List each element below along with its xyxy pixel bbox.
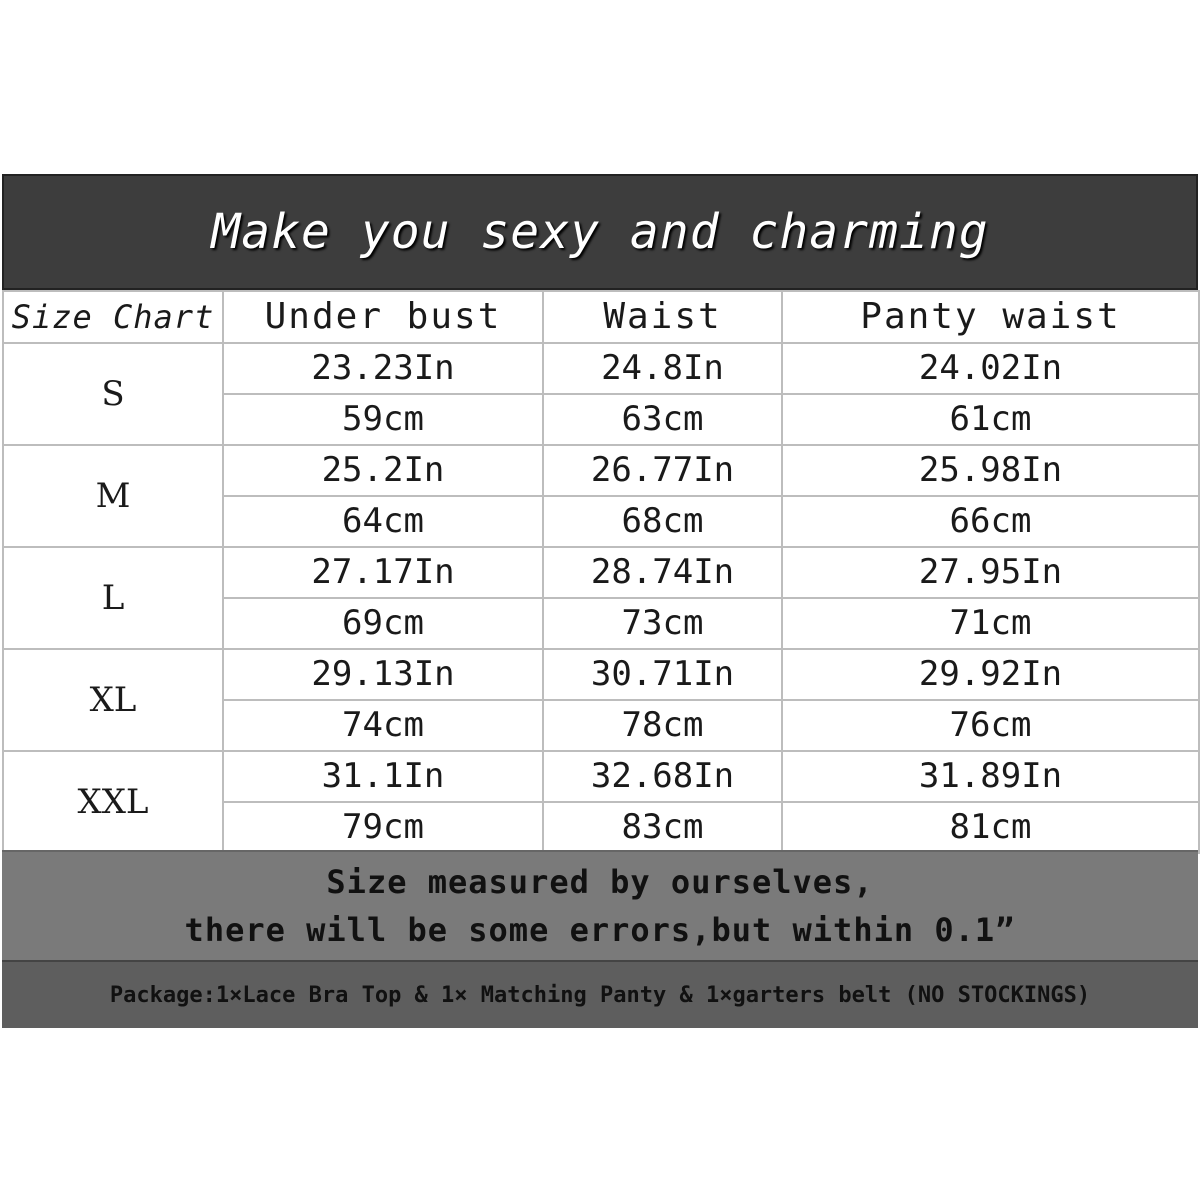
size-label-xxl: XXL [3,751,223,853]
cell-value: 24.02In [782,343,1199,394]
size-label-m: M [3,445,223,547]
cell-value: 69cm [223,598,543,649]
size-table [2,290,1200,854]
cell-value: 73cm [543,598,782,649]
note-line-1: Size measured by ourselves, [326,863,874,901]
cell-value: 81cm [782,802,1199,853]
cell-value: 28.74In [543,547,782,598]
cell-value: 26.77In [543,445,782,496]
cell-value: 30.71In [543,649,782,700]
column-header-waist: Waist [543,291,782,343]
cell-value: 64cm [223,496,543,547]
cell-value: 31.1In [223,751,543,802]
table-row [3,445,1199,496]
cell-value: 63cm [543,394,782,445]
cell-value: 76cm [782,700,1199,751]
cell-value: 24.8In [543,343,782,394]
measurement-note [2,850,1198,960]
cell-value: 66cm [782,496,1199,547]
cell-value: 83cm [543,802,782,853]
cell-value: 61cm [782,394,1199,445]
cell-value: 79cm [223,802,543,853]
table-row [3,649,1199,700]
package-bar [2,960,1198,1028]
cell-value: 23.23In [223,343,543,394]
size-label-xl: XL [3,649,223,751]
size-chart [0,174,1200,1028]
size-label-l: L [3,547,223,649]
table-row [3,751,1199,802]
package-contents: Package:1×Lace Bra Top & 1× Matching Panty & 1×garters belt (NO STOCKINGS) [109,982,1091,1008]
column-header-panty-waist: Panty waist [782,291,1199,343]
title-bar [2,174,1198,290]
cell-value: 68cm [543,496,782,547]
chart-title: Make you sexy and charming [211,204,989,260]
cell-value: 31.89In [782,751,1199,802]
table-row [3,547,1199,598]
table-row [3,343,1199,394]
cell-value: 25.2In [223,445,543,496]
corner-label: Size Chart [3,291,223,343]
column-header-under-bust: Under bust [223,291,543,343]
cell-value: 78cm [543,700,782,751]
cell-value: 29.13In [223,649,543,700]
cell-value: 25.98In [782,445,1199,496]
note-line-2: there will be some errors,but within 0.1” [184,911,1016,949]
cell-value: 74cm [223,700,543,751]
size-label-s: S [3,343,223,445]
cell-value: 32.68In [543,751,782,802]
cell-value: 29.92In [782,649,1199,700]
cell-value: 59cm [223,394,543,445]
cell-value: 27.17In [223,547,543,598]
cell-value: 71cm [782,598,1199,649]
table-header-row [3,291,1199,343]
cell-value: 27.95In [782,547,1199,598]
